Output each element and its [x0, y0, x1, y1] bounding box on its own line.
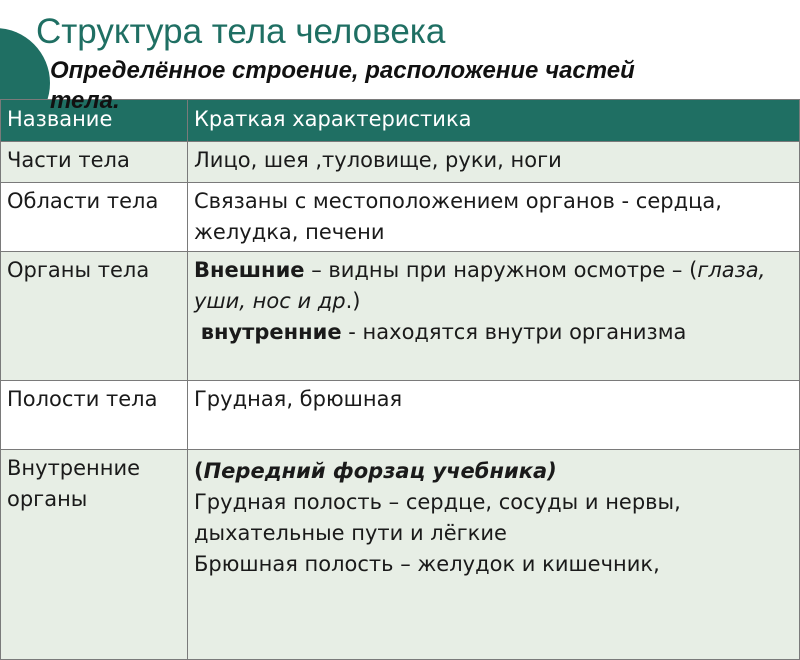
- internal-organs-line: [194, 317, 793, 348]
- table-row: [1, 381, 800, 450]
- external-end: .): [345, 289, 361, 313]
- row-name-cell: Полости тела: [1, 381, 188, 450]
- external-examples: глаза, уши, нос и др: [194, 258, 766, 313]
- reference-open: (: [194, 459, 204, 483]
- row-description-cell: [188, 450, 800, 660]
- row-name-cell: Области тела: [1, 183, 188, 252]
- header-description: Краткая характеристика: [188, 100, 800, 142]
- slide-subtitle: Определённое строение, расположение частей тела.: [50, 57, 635, 114]
- chest-cavity-line: Грудная полость – сердце, сосуды и нервы, дыхательные пути и лёгкие: [194, 490, 681, 545]
- header-name: Название: [1, 100, 188, 142]
- abdominal-cavity-line: Брюшная полость – желудок и кишечник,: [194, 552, 660, 576]
- table-row: [1, 450, 800, 660]
- row-description-cell: Лицо, шея ,туловище, руки, ноги: [188, 142, 800, 183]
- internal-term: внутренние: [200, 320, 342, 344]
- row-name-cell: Внутренние органы: [1, 450, 188, 660]
- external-text: – видны при наружном осмотре – (: [304, 258, 698, 282]
- body-structure-table: [0, 99, 800, 660]
- row-description-cell: [188, 252, 800, 381]
- external-organs-line: [194, 255, 793, 317]
- row-description-cell: Связаны с местоположением органов - сердца, желудка, печени: [188, 183, 800, 252]
- slide-title: Структура тела человека: [36, 12, 446, 51]
- reference-text: Передний форзац учебника): [203, 459, 557, 483]
- external-term: Внешние: [194, 258, 305, 282]
- table-row: [1, 252, 800, 381]
- textbook-reference: [194, 456, 793, 487]
- table-row: [1, 183, 800, 252]
- row-name-cell: Органы тела: [1, 252, 188, 381]
- row-name-cell: Части тела: [1, 142, 188, 183]
- table-row: [1, 142, 800, 183]
- internal-text: - находятся внутри организма: [341, 320, 687, 344]
- row-description-cell: Грудная, брюшная: [188, 381, 800, 450]
